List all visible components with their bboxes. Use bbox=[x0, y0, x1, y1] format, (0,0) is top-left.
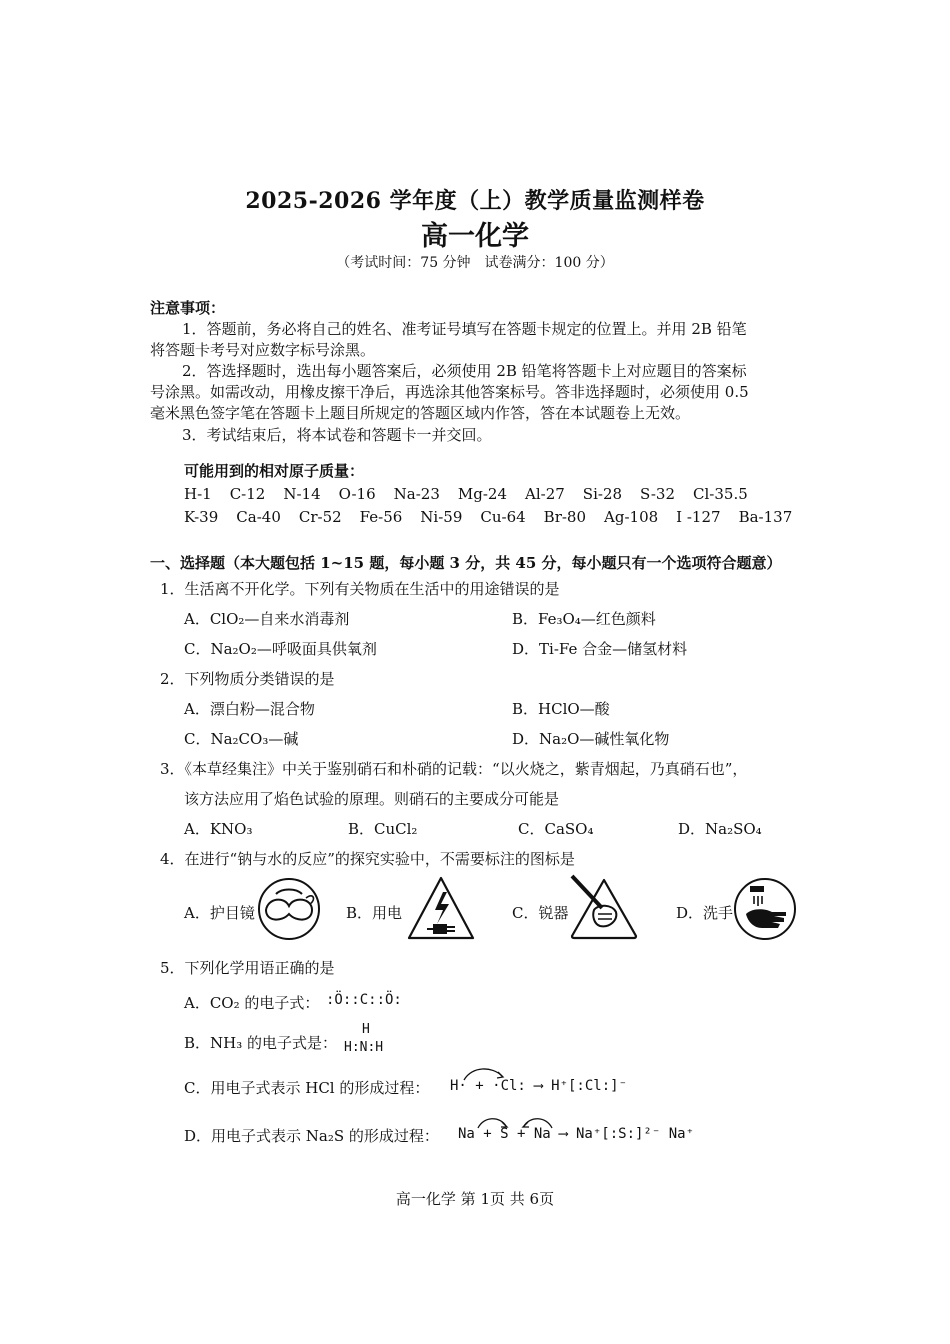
q3-option-b: B．CuCl₂ bbox=[348, 820, 418, 838]
q4-option-a: A．护目镜 bbox=[184, 904, 255, 922]
electricity-icon bbox=[405, 874, 477, 942]
q3-option-a: A．KNO₃ bbox=[184, 820, 253, 838]
q3-stem-line1: 3．《本草经集注》中关于鉴别硝石和朴硝的记载：“以火烧之，紫青烟起，乃真硝石也”， bbox=[160, 760, 748, 778]
mass-item: Si-28 bbox=[582, 485, 623, 503]
mass-item: Br-80 bbox=[543, 508, 587, 526]
q5-stem: 5．下列化学用语正确的是 bbox=[160, 959, 335, 977]
sharp-object-icon bbox=[568, 874, 640, 942]
notice-item2-line1: 2．答选择题时，选出每小题答案后，必须使用 2B 铅笔将答题卡上对应题目的答案标 bbox=[182, 362, 747, 380]
mass-item: Na-23 bbox=[393, 485, 440, 503]
notice-item2-line2: 号涂黑。如需改动，用橡皮擦干净后，再选涂其他答案标号。答非选择题时，必须使用 0.5 bbox=[150, 383, 749, 401]
mass-item: K-39 bbox=[184, 508, 219, 526]
q5-option-c-text: C．用电子式表示 HCl 的形成过程： bbox=[184, 1079, 430, 1097]
notice-heading: 注意事项： bbox=[150, 299, 226, 317]
mass-item: Ni-59 bbox=[420, 508, 463, 526]
mass-item: Ca-40 bbox=[236, 508, 281, 526]
mass-item: Cl-35.5 bbox=[693, 485, 748, 503]
na2s-formation-process: Na + S + Na ⟶ Na⁺[:S:]²⁻ Na⁺ bbox=[458, 1126, 695, 1142]
q5-option-d-text: D．用电子式表示 Na₂S 的形成过程： bbox=[184, 1127, 439, 1145]
q2-option-d: D．Na₂O—碱性氧化物 bbox=[512, 730, 670, 748]
q1-option-d: D．Ti-Fe 合金—储氢材料 bbox=[512, 640, 688, 658]
mass-item: I -127 bbox=[676, 508, 721, 526]
mass-item: O-16 bbox=[338, 485, 376, 503]
notice-item1-line2: 将答题卡考号对应数字标号涂黑。 bbox=[150, 341, 376, 359]
mass-item: Ag-108 bbox=[604, 508, 659, 526]
q2-option-c: C．Na₂CO₃—碱 bbox=[184, 730, 299, 748]
notice-item3: 3．考试结束后，将本试卷和答题卡一并交回。 bbox=[182, 426, 492, 444]
electron-transfer-arrow-icon bbox=[462, 1066, 506, 1082]
q1-option-c: C．Na₂O₂—呼吸面具供氧剂 bbox=[184, 640, 377, 658]
nh3-electron-formula: H:N:H bbox=[344, 1040, 384, 1055]
hand-wash-icon bbox=[732, 876, 798, 942]
q2-option-b: B．HClO—酸 bbox=[512, 700, 610, 718]
mass-item: Al-27 bbox=[525, 485, 565, 503]
electron-transfer-arrows-icon bbox=[476, 1114, 556, 1130]
mass-item: Cu-64 bbox=[480, 508, 526, 526]
hcl-formation-process: H· + ·Cl: ⟶ H⁺[:Cl:]⁻ bbox=[450, 1078, 628, 1094]
mass-item: Ba-137 bbox=[738, 508, 793, 526]
q2-stem: 2．下列物质分类错误的是 bbox=[160, 670, 335, 688]
exam-info: （考试时间：75 分钟 试卷满分：100 分） bbox=[336, 255, 614, 271]
notice-item2-line3: 毫米黑色签字笔在答题卡上题目所规定的答题区域内作答，答在本试题卷上无效。 bbox=[150, 404, 691, 422]
q4-stem: 4．在进行“钠与水的反应”的探究实验中，不需要标注的图标是 bbox=[160, 850, 575, 868]
mass-item: S-32 bbox=[640, 485, 676, 503]
exam-title: 2025-2026 学年度（上）教学质量监测样卷 bbox=[245, 188, 705, 214]
exam-subject: 高一化学 bbox=[421, 221, 529, 252]
goggles-icon bbox=[256, 876, 322, 942]
mass-item: Mg-24 bbox=[457, 485, 507, 503]
mass-item: Cr-52 bbox=[298, 508, 342, 526]
q3-option-c: C．CaSO₄ bbox=[518, 820, 594, 838]
q1-option-b: B．Fe₃O₄—红色颜料 bbox=[512, 610, 656, 628]
section-heading: 一、选择题（本大题包括 1~15 题，每小题 3 分，共 45 分，每小题只有一个选项符合题意） bbox=[150, 554, 782, 572]
atomic-mass-heading: 可能用到的相对原子质量： bbox=[184, 462, 365, 480]
q1-option-a: A．ClO₂—自来水消毒剂 bbox=[184, 610, 350, 628]
co2-electron-formula: :Ö::C::Ö: bbox=[326, 992, 402, 1008]
q4-option-c: C．锐器 bbox=[512, 904, 569, 922]
q5-option-a-text: A．CO₂ 的电子式： bbox=[184, 994, 320, 1012]
mass-item: C-12 bbox=[229, 485, 266, 503]
notice-item1-line1: 1．答题前，务必将自己的姓名、准考证号填写在答题卡规定的位置上。并用 2B 铅笔 bbox=[182, 320, 747, 338]
atomic-mass-row2 bbox=[184, 507, 810, 526]
q1-stem: 1．生活离不开化学。下列有关物质在生活中的用途错误的是 bbox=[160, 580, 560, 598]
q3-stem-line2: 该方法应用了焰色试验的原理。则硝石的主要成分可能是 bbox=[184, 790, 560, 808]
q4-option-b: B．用电 bbox=[346, 904, 403, 922]
mass-item: N-14 bbox=[283, 485, 321, 503]
q5-option-b-text: B．NH₃ 的电子式是： bbox=[184, 1034, 338, 1052]
mass-item: H-1 bbox=[184, 485, 212, 503]
q3-option-d: D．Na₂SO₄ bbox=[678, 820, 762, 838]
mass-item: Fe-56 bbox=[359, 508, 403, 526]
q4-option-d: D．洗手 bbox=[676, 904, 734, 922]
atomic-mass-row1 bbox=[184, 484, 766, 503]
q2-option-a: A．漂白粉—混合物 bbox=[184, 700, 315, 718]
nh3-top-h: H bbox=[362, 1022, 370, 1037]
page-footer: 高一化学 第 1页 共 6页 bbox=[395, 1190, 555, 1208]
